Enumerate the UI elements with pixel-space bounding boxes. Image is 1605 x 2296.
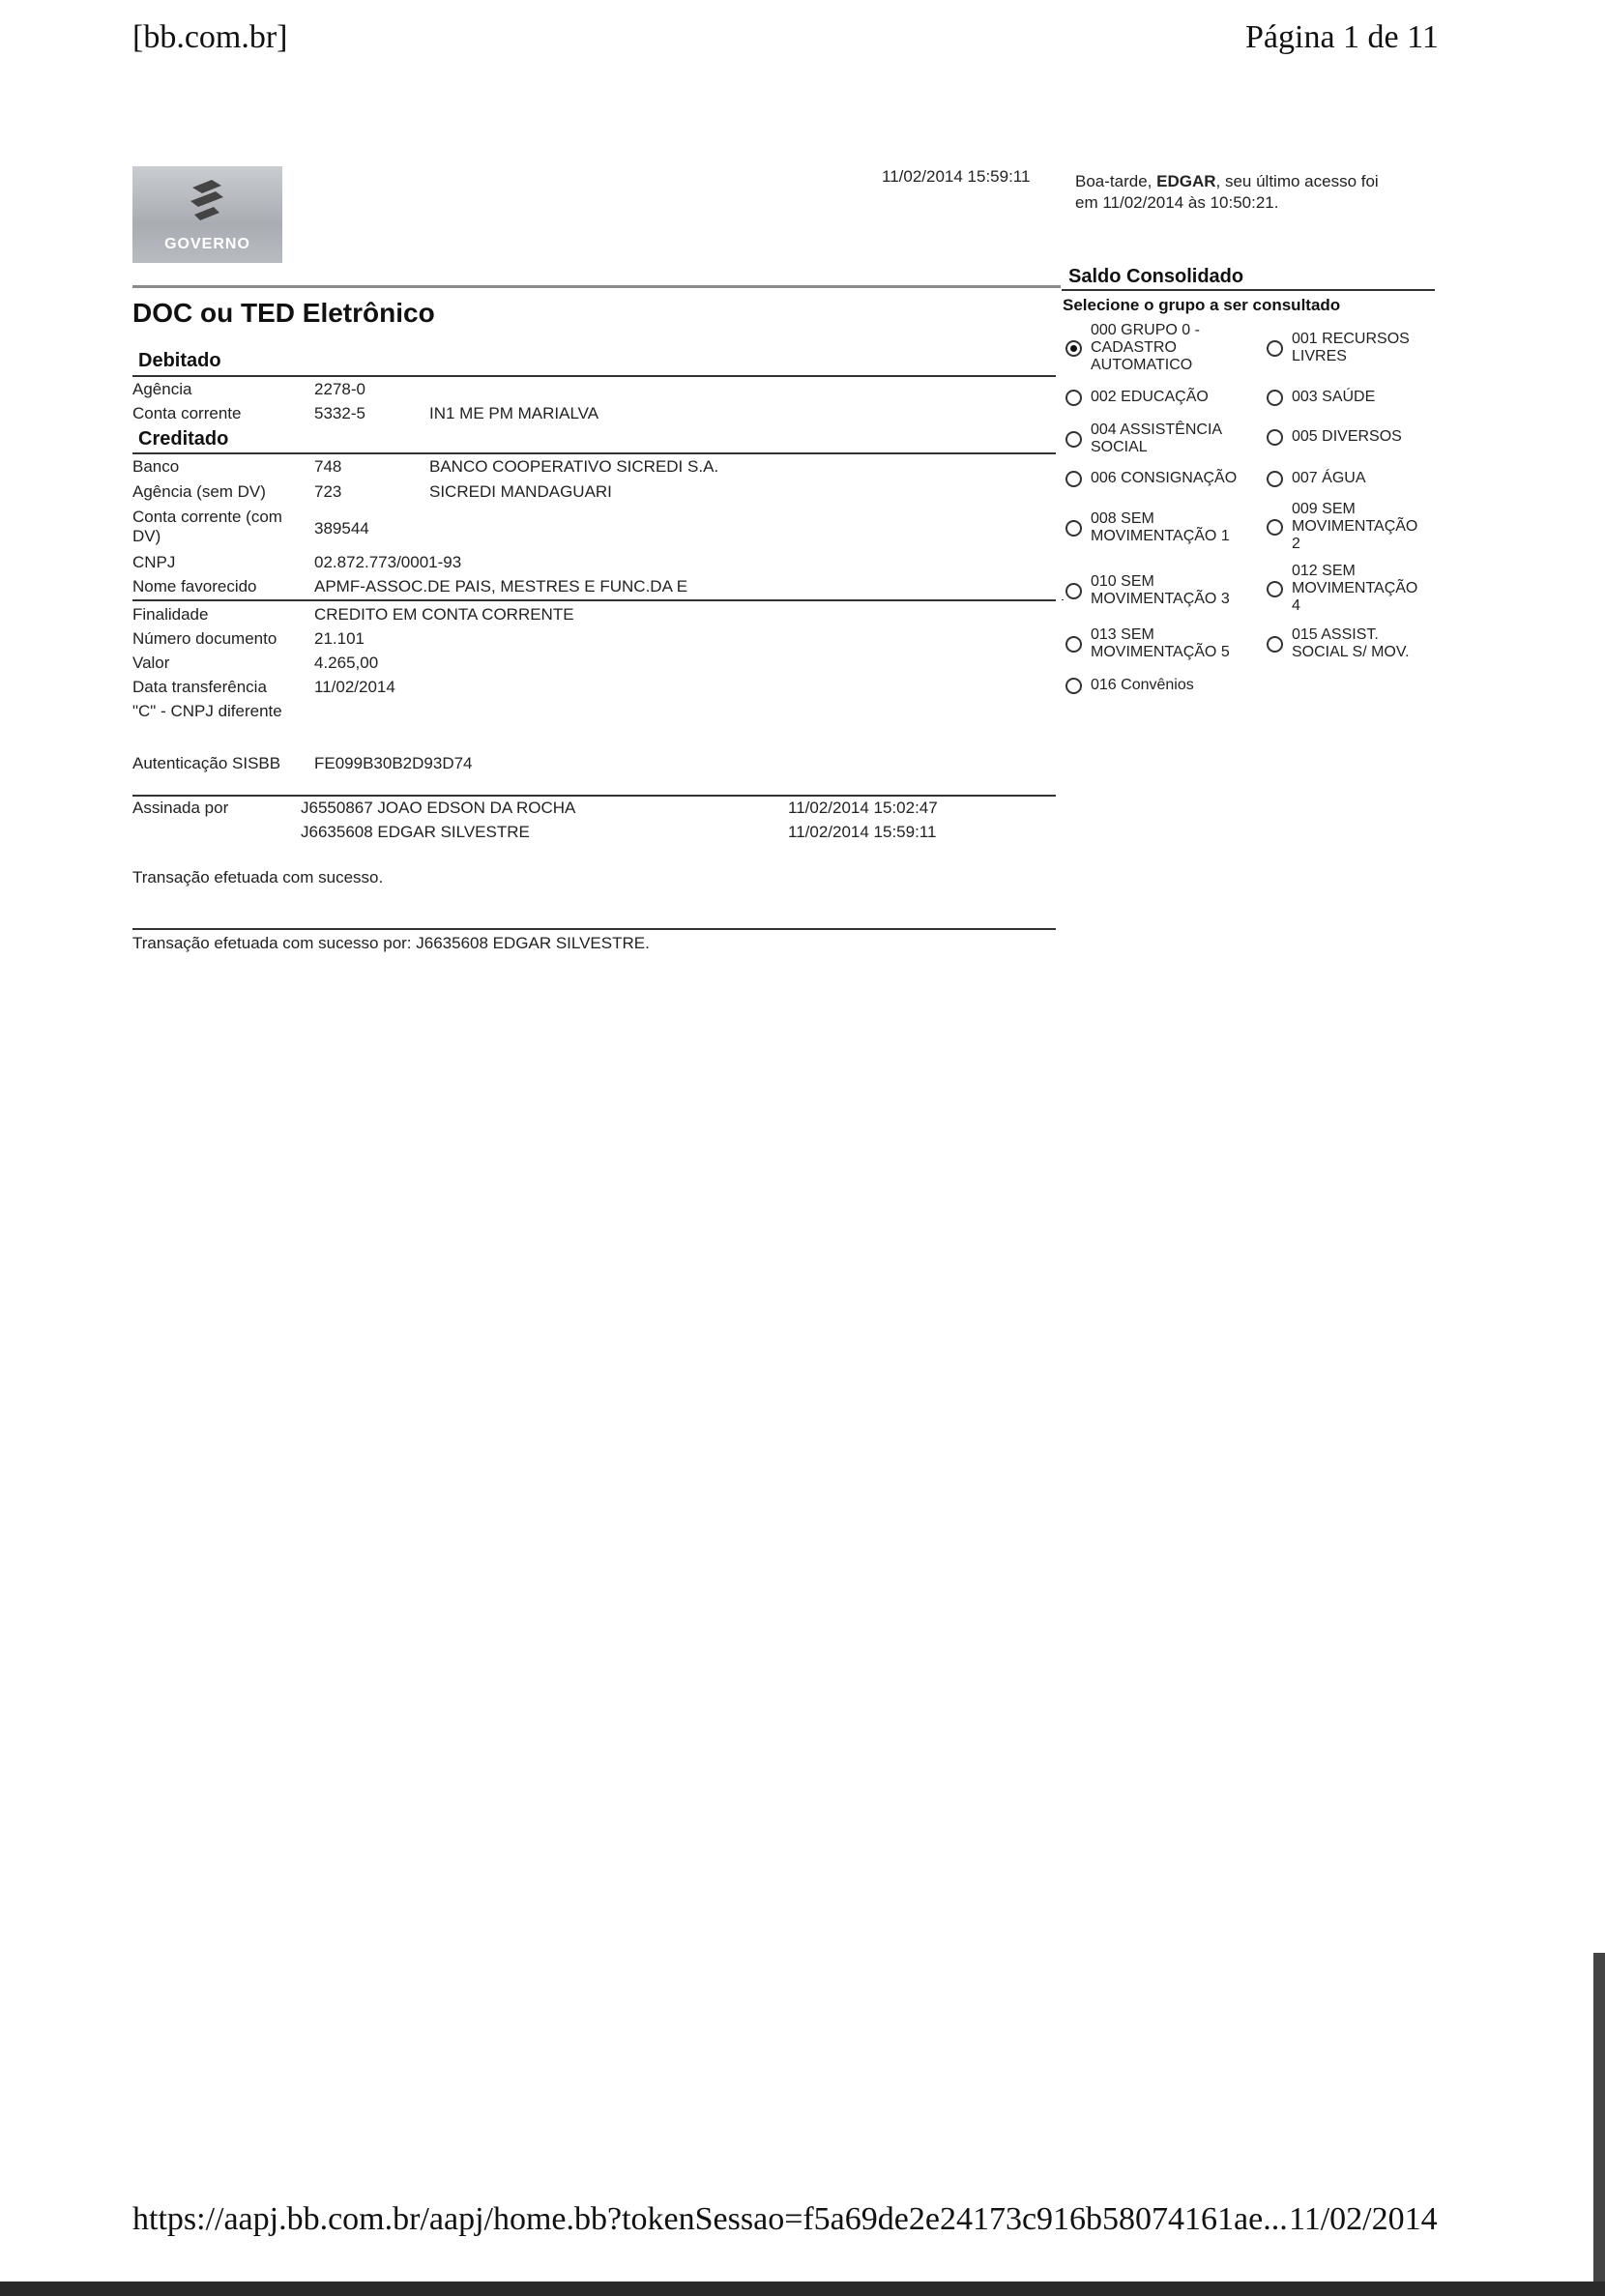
radio-label: [1292, 331, 1410, 365]
session-datetime: 11/02/2014 15:59:11: [882, 167, 1031, 186]
radio-icon[interactable]: [1065, 678, 1082, 694]
radio-grupo-016[interactable]: [1065, 677, 1194, 694]
radio-icon[interactable]: [1267, 429, 1283, 446]
radio-label: 007 ÁGUA: [1292, 470, 1366, 486]
logo-label: GOVERNO: [164, 236, 250, 252]
radio-grupo-001[interactable]: [1267, 331, 1410, 365]
final-divider: [132, 928, 1056, 930]
radio-label-line: MOVIMENTAÇÃO 5: [1091, 644, 1230, 660]
credit-value: 02.872.773/0001-93: [314, 553, 462, 571]
radio-icon[interactable]: [1065, 390, 1082, 406]
saldo-title: Saldo Consolidado: [1068, 266, 1244, 287]
bank-logo[interactable]: [132, 166, 282, 263]
radio-label-line: SOCIAL S/ MOV.: [1292, 644, 1410, 660]
radio-selected-icon[interactable]: [1065, 340, 1082, 357]
radio-icon[interactable]: [1267, 471, 1283, 487]
radio-icon[interactable]: [1267, 390, 1283, 406]
radio-label-line: 008 SEM: [1091, 510, 1154, 527]
page-title: DOC ou TED Eletrônico: [132, 298, 435, 328]
radio-label: [1292, 626, 1410, 661]
greeting-prefix: Boa-tarde,: [1075, 172, 1157, 190]
radio-label-line: 004 ASSISTÊNCIA: [1091, 421, 1223, 438]
print-footer-url: https://aapj.bb.com.br/aapj/home.bb?tokenSessao=f5a69de2e24173c916b58074161ae...: [132, 2201, 1288, 2237]
print-header-page-number: Página 1 de 11: [1245, 19, 1439, 55]
debit-label: Conta corrente: [132, 404, 242, 422]
radio-label-line: MOVIMENTAÇÃO: [1292, 580, 1418, 596]
radio-grupo-002[interactable]: [1065, 389, 1209, 406]
auth-code: FE099B30B2D93D74: [314, 754, 473, 772]
status-message: Transação efetuada com sucesso.: [132, 868, 384, 886]
radio-label: [1091, 421, 1222, 456]
radio-label-line: 001 RECURSOS: [1292, 331, 1410, 347]
credit-value: APMF-ASSOC.DE PAIS, MESTRES E FUNC.DA E: [314, 577, 688, 596]
radio-label: [1091, 322, 1200, 374]
credit-extra: BANCO COOPERATIVO SICREDI S.A.: [429, 457, 719, 476]
greeting-suffix: , seu último acesso foi: [1215, 172, 1379, 190]
detail-label: Número documento: [132, 629, 277, 648]
debit-value: 5332-5: [314, 404, 365, 422]
credit-value: 389544: [314, 519, 369, 538]
credit-label: Nome favorecido: [132, 577, 257, 596]
welcome-message: [1075, 171, 1443, 214]
detail-value: 21.101: [314, 629, 365, 648]
debitado-heading: Debitado: [138, 350, 221, 371]
detail-label: Valor: [132, 654, 170, 672]
last-access: em 11/02/2014 às 10:50:21.: [1075, 193, 1279, 212]
radio-grupo-000[interactable]: [1065, 322, 1200, 374]
user-name: EDGAR: [1156, 172, 1216, 190]
debitado-divider: [132, 375, 1056, 377]
radio-icon[interactable]: [1267, 581, 1283, 597]
radio-grupo-012[interactable]: [1267, 563, 1417, 615]
radio-label-line: MOVIMENTAÇÃO 1: [1091, 528, 1230, 544]
signer-datetime: 11/02/2014 15:02:47: [788, 799, 938, 817]
radio-grupo-009[interactable]: [1267, 501, 1417, 553]
debit-label: Agência: [132, 380, 192, 398]
signatures-label: Assinada por: [132, 799, 229, 817]
print-footer-date: 11/02/2014: [1289, 2201, 1438, 2237]
creditado-heading: Creditado: [138, 428, 229, 450]
radio-label: [1091, 573, 1230, 608]
signer-name: J6635608 EDGAR SILVESTRE: [301, 823, 530, 841]
radio-icon[interactable]: [1065, 471, 1082, 487]
debit-extra: IN1 ME PM MARIALVA: [429, 404, 599, 422]
radio-label-line: AUTOMATICO: [1091, 357, 1193, 373]
detail-label: "C" - CNPJ diferente: [132, 702, 282, 720]
debit-value: 2278-0: [314, 380, 365, 398]
title-divider: [132, 285, 1061, 288]
radio-grupo-008[interactable]: [1065, 510, 1230, 545]
saldo-divider: [1062, 289, 1435, 291]
credit-label: Agência (sem DV): [132, 482, 266, 501]
radio-icon[interactable]: [1267, 340, 1283, 357]
creditado-divider: [132, 452, 1056, 454]
radio-icon[interactable]: [1065, 636, 1082, 653]
radio-label-line: 012 SEM: [1292, 563, 1356, 579]
radio-label-line: 000 GRUPO 0 -: [1091, 322, 1200, 338]
radio-label: [1292, 563, 1417, 615]
radio-label: [1091, 510, 1230, 545]
radio-grupo-015[interactable]: [1267, 626, 1410, 661]
details-divider: [132, 599, 1056, 601]
radio-label-line: SOCIAL: [1091, 439, 1148, 455]
credit-label: Conta corrente (com DV): [132, 508, 282, 545]
radio-grupo-006[interactable]: [1065, 470, 1237, 487]
credit-extra: SICREDI MANDAGUARI: [429, 482, 612, 501]
scan-bottom-shadow: [0, 2281, 1605, 2296]
detail-value: 11/02/2014: [314, 678, 395, 696]
signer-name: J6550867 JOAO EDSON DA ROCHA: [301, 799, 576, 817]
detail-value: 4.265,00: [314, 654, 379, 672]
radio-grupo-010[interactable]: [1065, 573, 1230, 608]
credit-label: Banco: [132, 457, 180, 476]
signatures-divider: [132, 795, 1056, 797]
radio-label-line: 2: [1292, 536, 1300, 552]
bb-logo-icon: [183, 176, 231, 224]
radio-label-line: 4: [1292, 597, 1300, 614]
radio-label-line: LIVRES: [1292, 348, 1347, 364]
radio-label: 006 CONSIGNAÇÃO: [1091, 470, 1238, 486]
radio-grupo-007[interactable]: [1267, 470, 1365, 487]
radio-icon[interactable]: [1267, 636, 1283, 653]
radio-label: [1292, 501, 1417, 553]
saldo-spacer: [1062, 599, 1064, 600]
print-header-site: [bb.com.br]: [132, 19, 288, 55]
radio-label-line: 010 SEM: [1091, 573, 1154, 590]
saldo-subtitle: Selecione o grupo a ser consultado: [1063, 296, 1341, 314]
radio-label-line: 013 SEM: [1091, 626, 1154, 643]
credit-value: 748: [314, 457, 342, 476]
detail-label: Finalidade: [132, 605, 209, 624]
radio-label-line: MOVIMENTAÇÃO 3: [1091, 591, 1230, 607]
final-message: Transação efetuada com sucesso por: J6635608 EDGAR SILVESTRE.: [132, 934, 650, 952]
radio-grupo-003[interactable]: [1267, 389, 1375, 406]
radio-icon[interactable]: [1065, 520, 1082, 537]
scan-edge-shadow: [1593, 1953, 1605, 2296]
radio-label-line: 009 SEM: [1292, 501, 1356, 517]
radio-label-line: MOVIMENTAÇÃO: [1292, 518, 1418, 535]
auth-label: Autenticação SISBB: [132, 754, 281, 772]
radio-icon[interactable]: [1065, 431, 1082, 448]
radio-grupo-013[interactable]: [1065, 626, 1230, 661]
radio-label: [1091, 626, 1230, 661]
credit-value: 723: [314, 482, 342, 501]
radio-icon[interactable]: [1065, 583, 1082, 599]
detail-value: CREDITO EM CONTA CORRENTE: [314, 605, 574, 624]
radio-label: 005 DIVERSOS: [1292, 428, 1402, 445]
radio-label: 003 SAÚDE: [1292, 389, 1376, 405]
radio-grupo-004[interactable]: [1065, 421, 1222, 456]
radio-label-line: 015 ASSIST.: [1292, 626, 1379, 643]
detail-label: Data transferência: [132, 678, 267, 696]
radio-label-line: CADASTRO: [1091, 339, 1177, 356]
radio-icon[interactable]: [1267, 519, 1283, 536]
credit-label: CNPJ: [132, 553, 176, 571]
radio-label: 002 EDUCAÇÃO: [1091, 389, 1209, 405]
signer-datetime: 11/02/2014 15:59:11: [788, 823, 937, 841]
radio-label: 016 Convênios: [1091, 677, 1194, 693]
radio-grupo-005[interactable]: [1267, 428, 1402, 446]
